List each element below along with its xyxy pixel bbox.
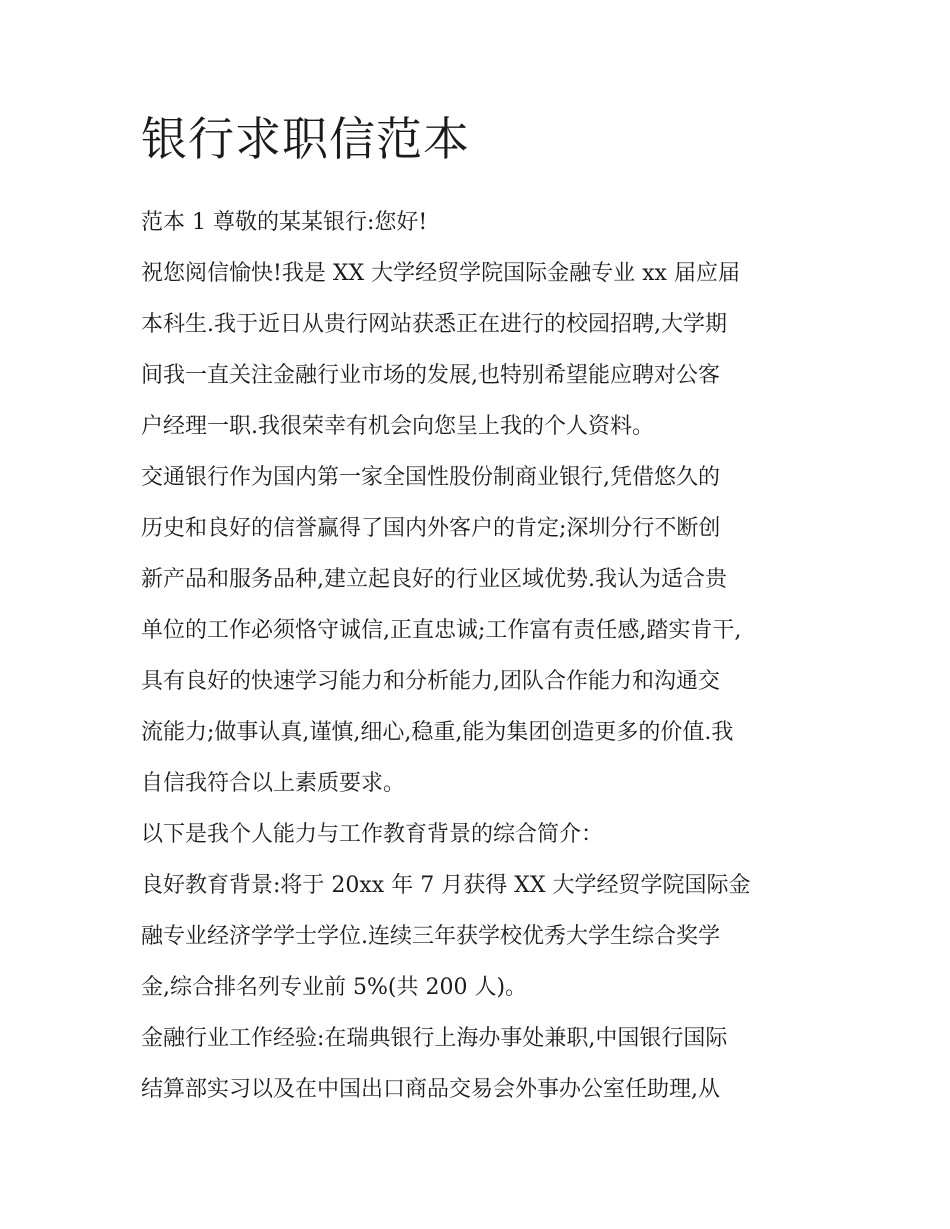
body-line: 以下是我个人能力与工作教育背景的综合简介： xyxy=(141,822,604,847)
body-line: 交通银行作为国内第一家全国性股份制商业银行,凭借悠久的 xyxy=(141,465,720,490)
body-line: 金,综合排名列专业前 5%(共 200 人)。 xyxy=(141,975,528,1000)
body-line: 历史和良好的信誉赢得了国内外客户的肯定;深圳分行不断创 xyxy=(141,516,721,541)
body-line: 具有良好的快速学习能力和分析能力,团队合作能力和沟通交 xyxy=(141,669,720,694)
body-line: 结算部实习以及在中国出口商品交易会外事办公室任助理,从 xyxy=(141,1077,720,1102)
body-line: 金融行业工作经验:在瑞典银行上海办事处兼职,中国银行国际 xyxy=(141,1026,728,1051)
body-line: 自信我符合以上素质要求。 xyxy=(141,771,406,796)
body-line: 良好教育背景:将于 20xx 年 7 月获得 XX 大学经贸学院国际金 xyxy=(141,873,751,898)
body-line: 融专业经济学学士学位.连续三年获学校优秀大学生综合奖学 xyxy=(141,924,720,949)
body-line: 户经理一职.我很荣幸有机会向您呈上我的个人资料。 xyxy=(141,414,654,439)
body-line: 流能力;做事认真,谨慎,细心,稳重,能为集团创造更多的价值.我 xyxy=(141,720,734,745)
document-title: 银行求职信范本 xyxy=(141,112,470,166)
body-line: 祝您阅信愉快!我是 XX 大学经贸学院国际金融专业 xx 届应届 xyxy=(141,261,740,286)
body-line: 间我一直关注金融行业市场的发展,也特别希望能应聘对公客 xyxy=(141,363,720,388)
body-line: 单位的工作必须恪守诚信,正直忠诚;工作富有责任感,踏实肯干, xyxy=(141,618,742,643)
document-body xyxy=(141,203,821,1121)
body-line: 范本 1 尊敬的某某银行:您好! xyxy=(141,210,428,235)
body-line: 本科生.我于近日从贵行网站获悉正在进行的校园招聘,大学期 xyxy=(141,312,727,337)
body-line: 新产品和服务品种,建立起良好的行业区域优势.我认为适合贵 xyxy=(141,567,727,592)
